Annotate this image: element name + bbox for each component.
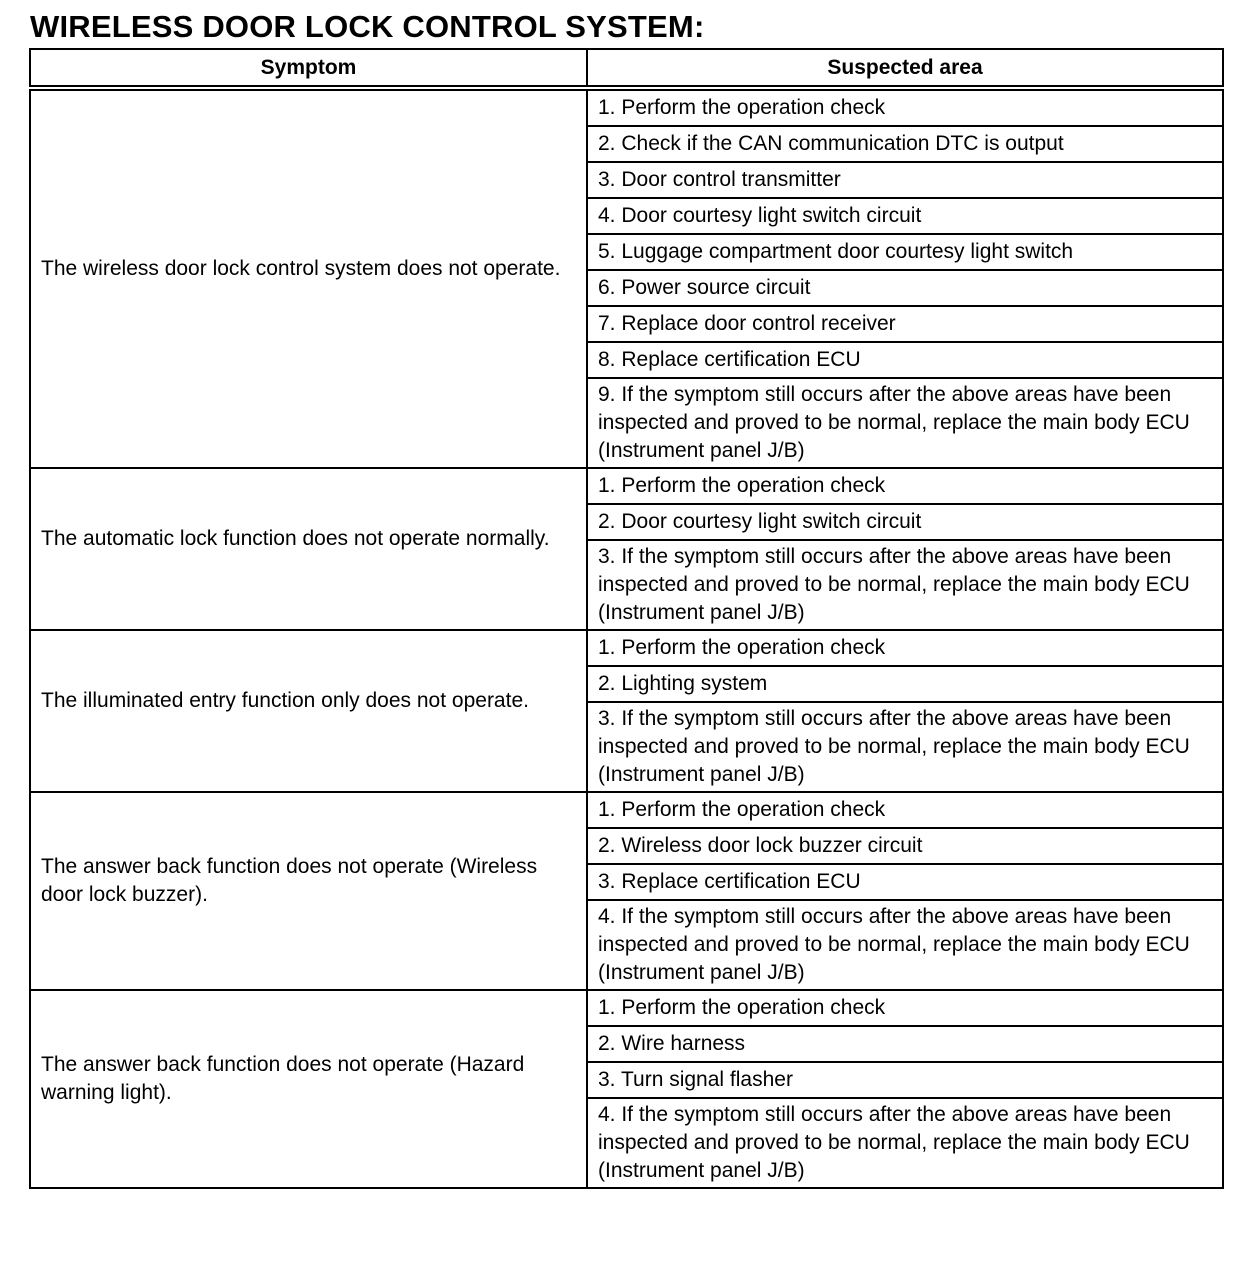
- suspected-area-cell: 3. Turn signal flasher: [587, 1062, 1223, 1098]
- table-row: [30, 88, 1223, 126]
- suspected-area-cell: 5. Luggage compartment door courtesy light switch: [587, 234, 1223, 270]
- suspected-area-cell: 2. Wire harness: [587, 1026, 1223, 1062]
- symptom-cell: [30, 990, 587, 1188]
- suspected-area-cell: 1. Perform the operation check: [587, 630, 1223, 666]
- symptom-cell: [30, 792, 587, 990]
- suspected-area-cell: 3. If the symptom still occurs after the above areas have been inspected and proved to be normal, replace the main body ECU (Instrument panel J/B): [587, 540, 1223, 630]
- suspected-area-cell: 3. Replace certification ECU: [587, 864, 1223, 900]
- symptom-cell: [30, 630, 587, 792]
- table-row: [30, 792, 1223, 828]
- page-title: WIRELESS DOOR LOCK CONTROL SYSTEM:: [30, 9, 705, 44]
- suspected-area-cell: 2. Lighting system: [587, 666, 1223, 702]
- suspected-area-cell: 2. Wireless door lock buzzer circuit: [587, 828, 1223, 864]
- symptom-text: The illuminated entry function only does not operate.: [41, 689, 529, 712]
- table-row: [30, 468, 1223, 504]
- suspected-area-cell: 3. Door control transmitter: [587, 162, 1223, 198]
- symptom-text: The answer back function does not operate (Hazard warning light).: [41, 1053, 525, 1104]
- suspected-area-cell: 4. If the symptom still occurs after the above areas have been inspected and proved to be normal, replace the main body ECU (Instrument panel J/B): [587, 1098, 1223, 1188]
- symptom-text: The answer back function does not operate (Wireless door lock buzzer).: [41, 855, 538, 906]
- suspected-area-cell: 7. Replace door control receiver: [587, 306, 1223, 342]
- symptom-table: [29, 48, 1224, 1189]
- suspected-area-cell: 1. Perform the operation check: [587, 88, 1223, 126]
- suspected-area-cell: 4. Door courtesy light switch circuit: [587, 198, 1223, 234]
- suspected-area-cell: 9. If the symptom still occurs after the above areas have been inspected and proved to be normal, replace the main body ECU (Instrument panel J/B): [587, 378, 1223, 468]
- suspected-area-cell: 2. Check if the CAN communication DTC is output: [587, 126, 1223, 162]
- suspected-area-cell: 2. Door courtesy light switch circuit: [587, 504, 1223, 540]
- symptom-cell: [30, 468, 587, 630]
- symptom-text: The wireless door lock control system does not operate.: [41, 257, 561, 280]
- suspected-area-cell: 4. If the symptom still occurs after the above areas have been inspected and proved to be normal, replace the main body ECU (Instrument panel J/B): [587, 900, 1223, 990]
- suspected-area-cell: 3. If the symptom still occurs after the above areas have been inspected and proved to be normal, replace the main body ECU (Instrument panel J/B): [587, 702, 1223, 792]
- symptom-column-header: Symptom: [30, 49, 587, 88]
- table-header-row: [30, 49, 1223, 88]
- symptom-text: The automatic lock function does not operate normally.: [41, 527, 550, 550]
- table-row: [30, 990, 1223, 1026]
- suspected-area-cell: 1. Perform the operation check: [587, 792, 1223, 828]
- table-row: [30, 630, 1223, 666]
- suspected-area-cell: 1. Perform the operation check: [587, 468, 1223, 504]
- suspected-area-column-header: Suspected area: [587, 49, 1223, 88]
- suspected-area-cell: 8. Replace certification ECU: [587, 342, 1223, 378]
- symptom-cell: [30, 88, 587, 468]
- suspected-area-cell: 6. Power source circuit: [587, 270, 1223, 306]
- suspected-area-cell: 1. Perform the operation check: [587, 990, 1223, 1026]
